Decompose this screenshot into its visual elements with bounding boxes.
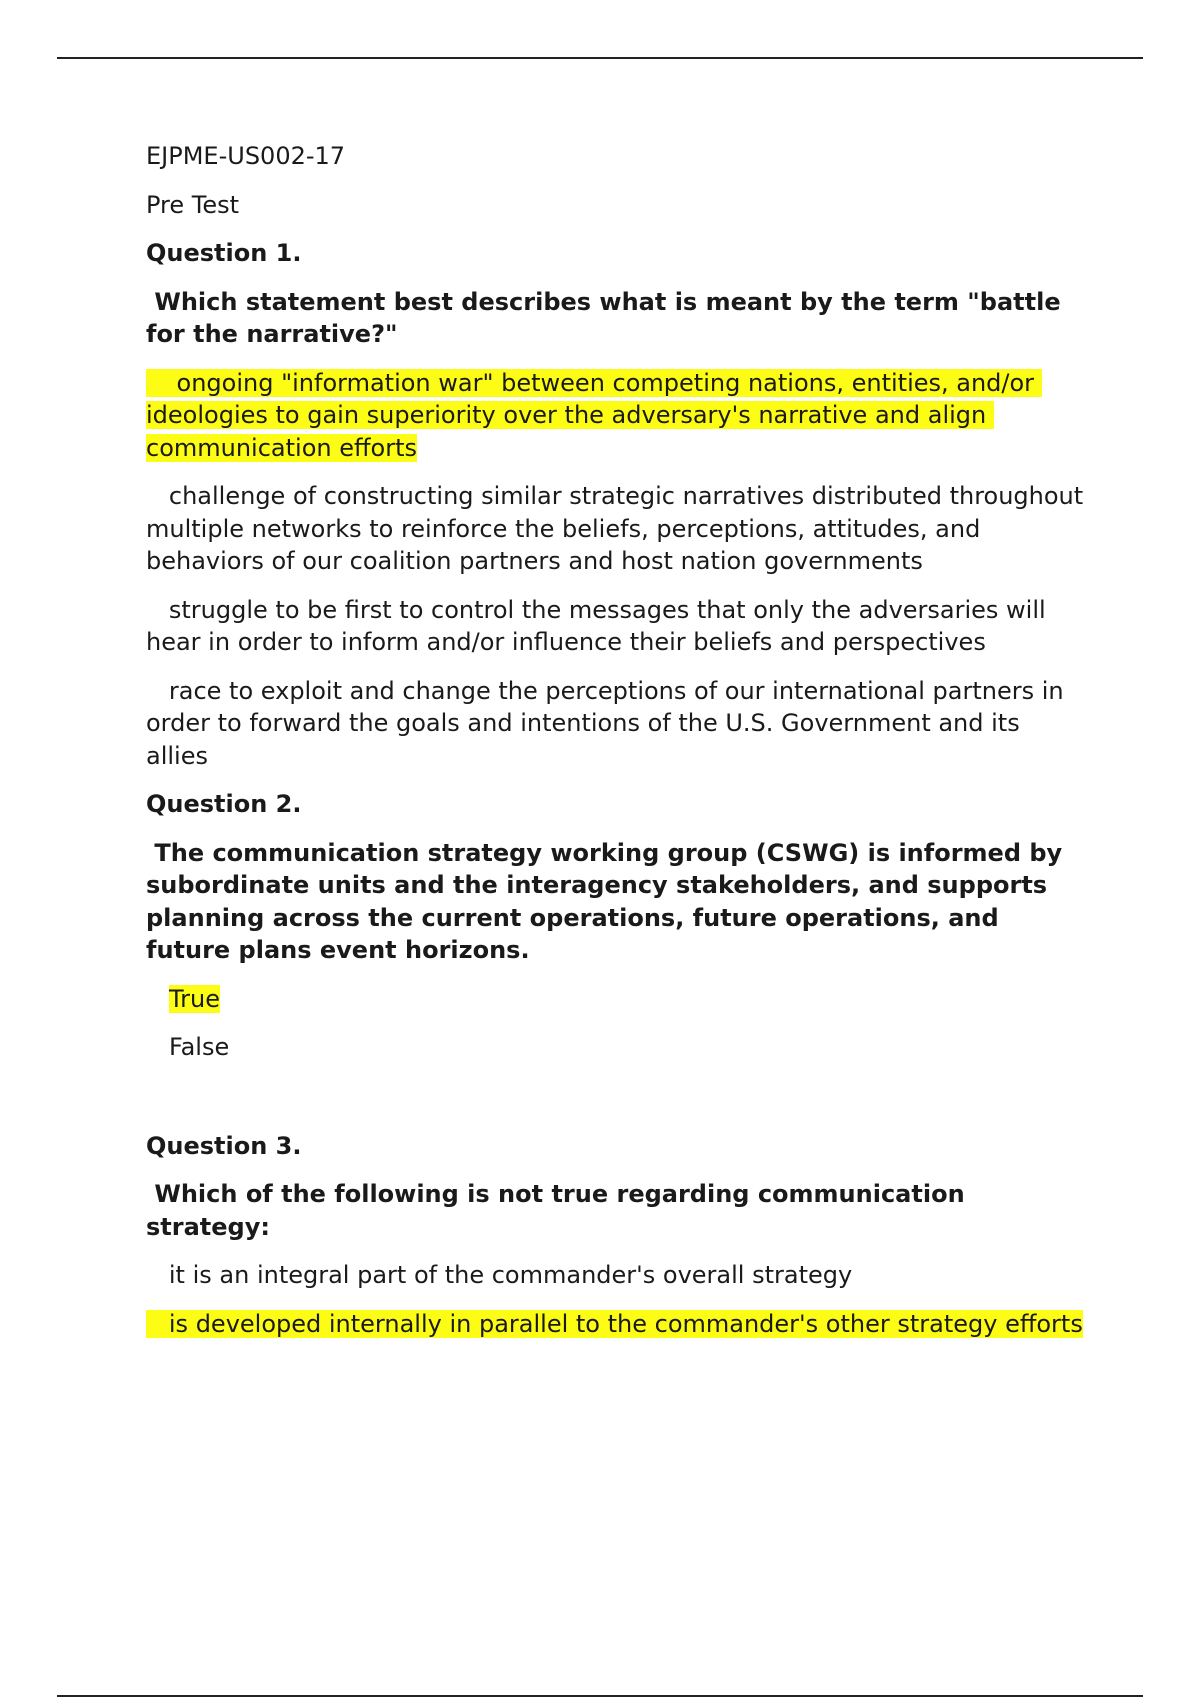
course-code: EJPME-US002-17 [146,142,346,170]
question-2-option-true-highlighted: True [169,984,220,1013]
question-3-option-b-highlighted: is developed internally in parallel to the commander's other strategy efforts [146,1309,1083,1338]
spacer [146,1080,1086,1130]
question-2-text: The communication strategy working group (CSWG) is informed by subordinate units and the interagency stakeholders, and supports planning across the current operations, future operations, and future plans event horizons. [146,838,1071,964]
question-2-label: Question 2. [146,790,302,818]
question-3-text: Which of the following is not true regarding communication strategy: [146,1180,974,1241]
question-2-option-false: False [169,1033,230,1061]
question-3-label: Question 3. [146,1131,302,1160]
test-title: Pre Test [146,190,240,219]
question-1-option-d: race to exploit and change the perceptions of our international partners in order to forward the goals and intentions of the U.S. Government and its allies [146,676,1072,770]
question-1-option-b: challenge of constructing similar strategic narratives distributed throughout multiple networks to reinforce the beliefs, perceptions, attitudes, and behaviors of our coalition partners and host nation governments [146,482,1091,575]
question-1-text: Which statement best describes what is meant by the term "battle for the narrative?" [146,287,1069,348]
question-1-label: Question 1. [146,239,302,267]
top-rule [57,57,1143,59]
bottom-rule [57,1695,1143,1697]
question-1-option-c: struggle to be first to control the messages that only the adversaries will hear in order to inform and/or influence their beliefs and perspectives [146,595,1054,656]
question-1-option-a-highlighted: ongoing "information war" between competing nations, entities, and/or ideologies to gain superiority over the adversary's narrative and align communication efforts [146,368,1042,462]
question-3-option-a: it is an integral part of the commander's overall strategy [146,1261,853,1289]
document-body [146,140,1091,1356]
